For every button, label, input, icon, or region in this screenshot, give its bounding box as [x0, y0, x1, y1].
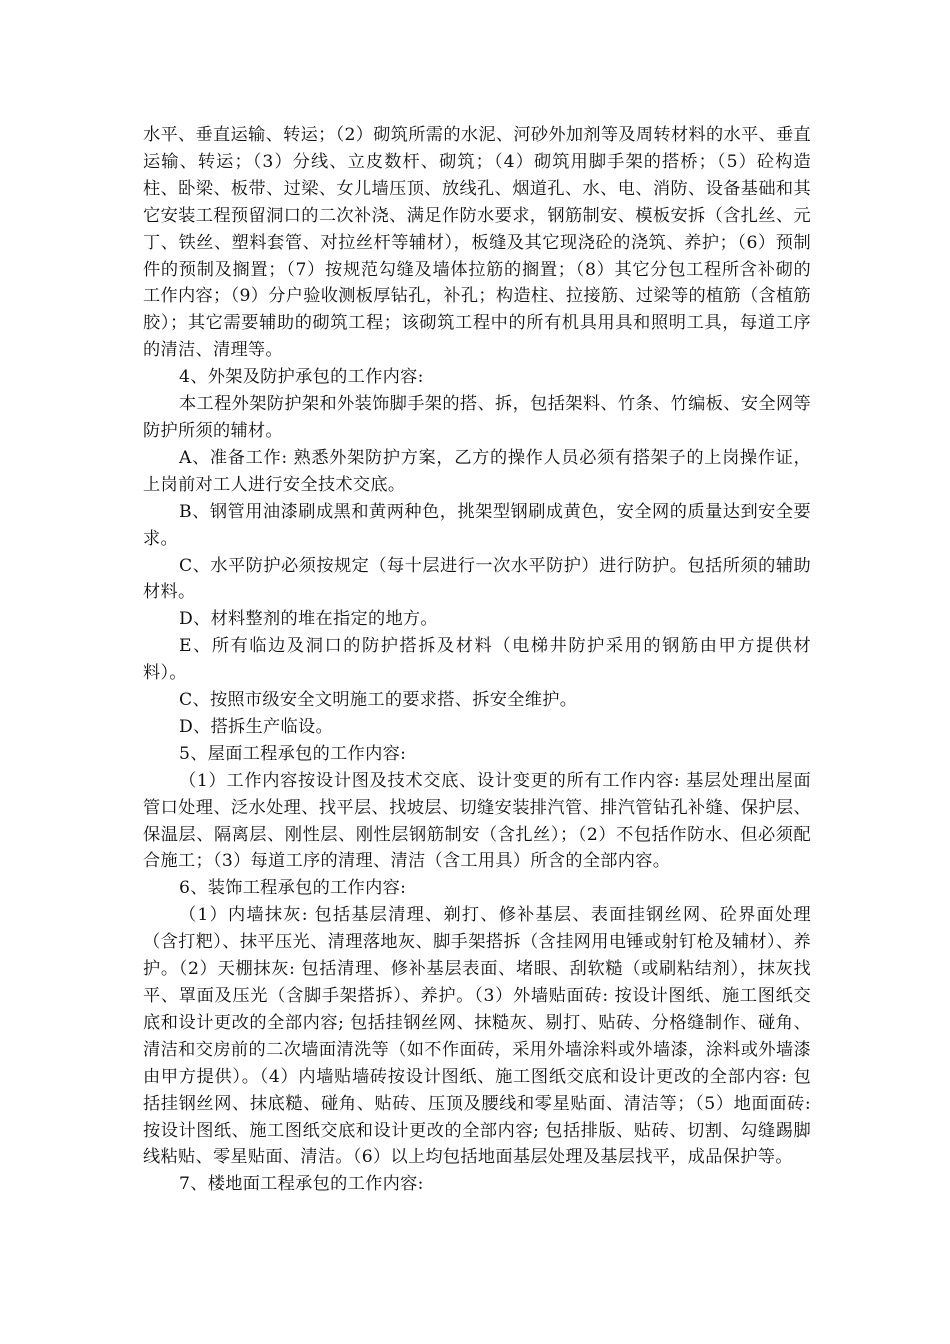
paragraph-item-c2: C、按照市级安全文明施工的要求搭、拆安全维护。	[179, 690, 578, 711]
heading-roofing: 5、屋面工程承包的工作内容:	[179, 743, 407, 764]
heading-decoration: 6、装饰工程承包的工作内容:	[179, 878, 407, 899]
heading-flooring: 7、楼地面工程承包的工作内容:	[179, 1174, 424, 1195]
paragraph-item-b: B、钢管用油漆刷成黑和黄两种色，挑架型钢刷成黄色，安全网的质量达到安全要求。	[143, 501, 811, 549]
paragraph-decoration-items: （1）内墙抹灰: 包括基层清理、剃打、修补基层、表面挂钢丝网、砼界面处理（含打粑）、抹平压光、清理落地灰、脚手架搭拆（含挂网用电锤或射钉枪及辅材）、养护。（2）天棚抹灰: 包括清理、修补基层表面、堵眼、刮软糙（或刷粘结剂），抹灰找平、罩面及压光（含脚手架搭拆）、养护。（3）外墙贴面砖: 按设计图纸、施工图纸交底和设计更改的全部内容; 包括挂钢丝网、抹糙灰、剔打、贴砖、分格缝制作、碰角、清洁和交房前的二次墙面清洗等（如不作面砖，采用外墙涂料或外墙漆，涂料或外墙漆由甲方提供）。（4）内墙贴墙砖按设计图纸、施工图纸交底和设计更改的全部内容: 包括挂钢丝网、抹底糙、碰角、贴砖、压顶及腰线和零星贴面、清洁等；（5）地面面砖: 按设计图纸、施工图纸交底和设计更改的全部内容; 包括排版、贴砖、切割、勾缝踢脚线粘贴、零星贴面、清洁。（6）以上均包括地面基层处理及基层找平，成品保护等。	[143, 905, 811, 1168]
paragraph-item-e: E、所有临边及洞口的防护搭拆及材料（电梯井防护采用的钢筋由甲方提供材料）。	[143, 636, 811, 684]
paragraph-masonry-items: 水平、垂直运输、转运；（2）砌筑所需的水泥、河砂外加剂等及周转材料的水平、垂直运输、转运；（3）分线、立皮数杆、砌筑；（4）砌筑用脚手架的搭桥；（5）砼构造柱、卧梁、板带、过梁、女儿墙压顶、放线孔、烟道孔、水、电、消防、设备基础和其它安装工程预留洞口的二次补浇、满足作防水要求，钢筋制安、模板安拆（含扎丝、元丁、铁丝、塑料套管、对拉丝杆等辅材），板缝及其它现浇砼的浇筑、养护；（6）预制件的预制及搁置；（7）按规范勾缝及墙体拉筋的搁置；（8）其它分包工程所含补砌的工作内容；（9）分户验收测板厚钻孔，补孔；构造柱、拉接筋、过梁等的植筋（含植筋胶）；其它需要辅助的砌筑工程；该砌筑工程中的所有机具用具和照明工具，每道工序的清洁、清理等。	[143, 125, 811, 361]
paragraph-item-d2: D、搭拆生产临设。	[179, 716, 333, 737]
heading-scaffolding: 4、外架及防护承包的工作内容:	[179, 367, 424, 388]
paragraph-roofing-items: （1）工作内容按设计图及技术交底、设计变更的所有工作内容: 基层处理出屋面管口处理、泛水处理、找平层、找坡层、切缝安装排汽管、排汽管钻孔补缝、保护层、保温层、隔离层、刚性层、刚性层钢筋制安（含扎丝）；（2）不包括作防水、但必须配合施工；（3）每道工序的清理、清洁（含工用具）所含的全部内容。	[143, 770, 811, 872]
document-body	[143, 122, 811, 1198]
paragraph-item-c: C、水平防护必须按规定（每十层进行一次水平防护）进行防护。包括所须的辅助材料。	[143, 555, 811, 603]
paragraph-item-a: A、准备工作: 熟悉外架防护方案，乙方的操作人员必须有搭架子的上岗操作证，上岗前对工人进行安全技术交底。	[143, 447, 811, 495]
paragraph-scaffolding-intro: 本工程外架防护架和外装饰脚手架的搭、拆，包括架料、竹条、竹编板、安全网等防护所须的辅材。	[143, 394, 811, 441]
paragraph-item-d: D、材料整剂的堆在指定的地方。	[179, 609, 438, 630]
